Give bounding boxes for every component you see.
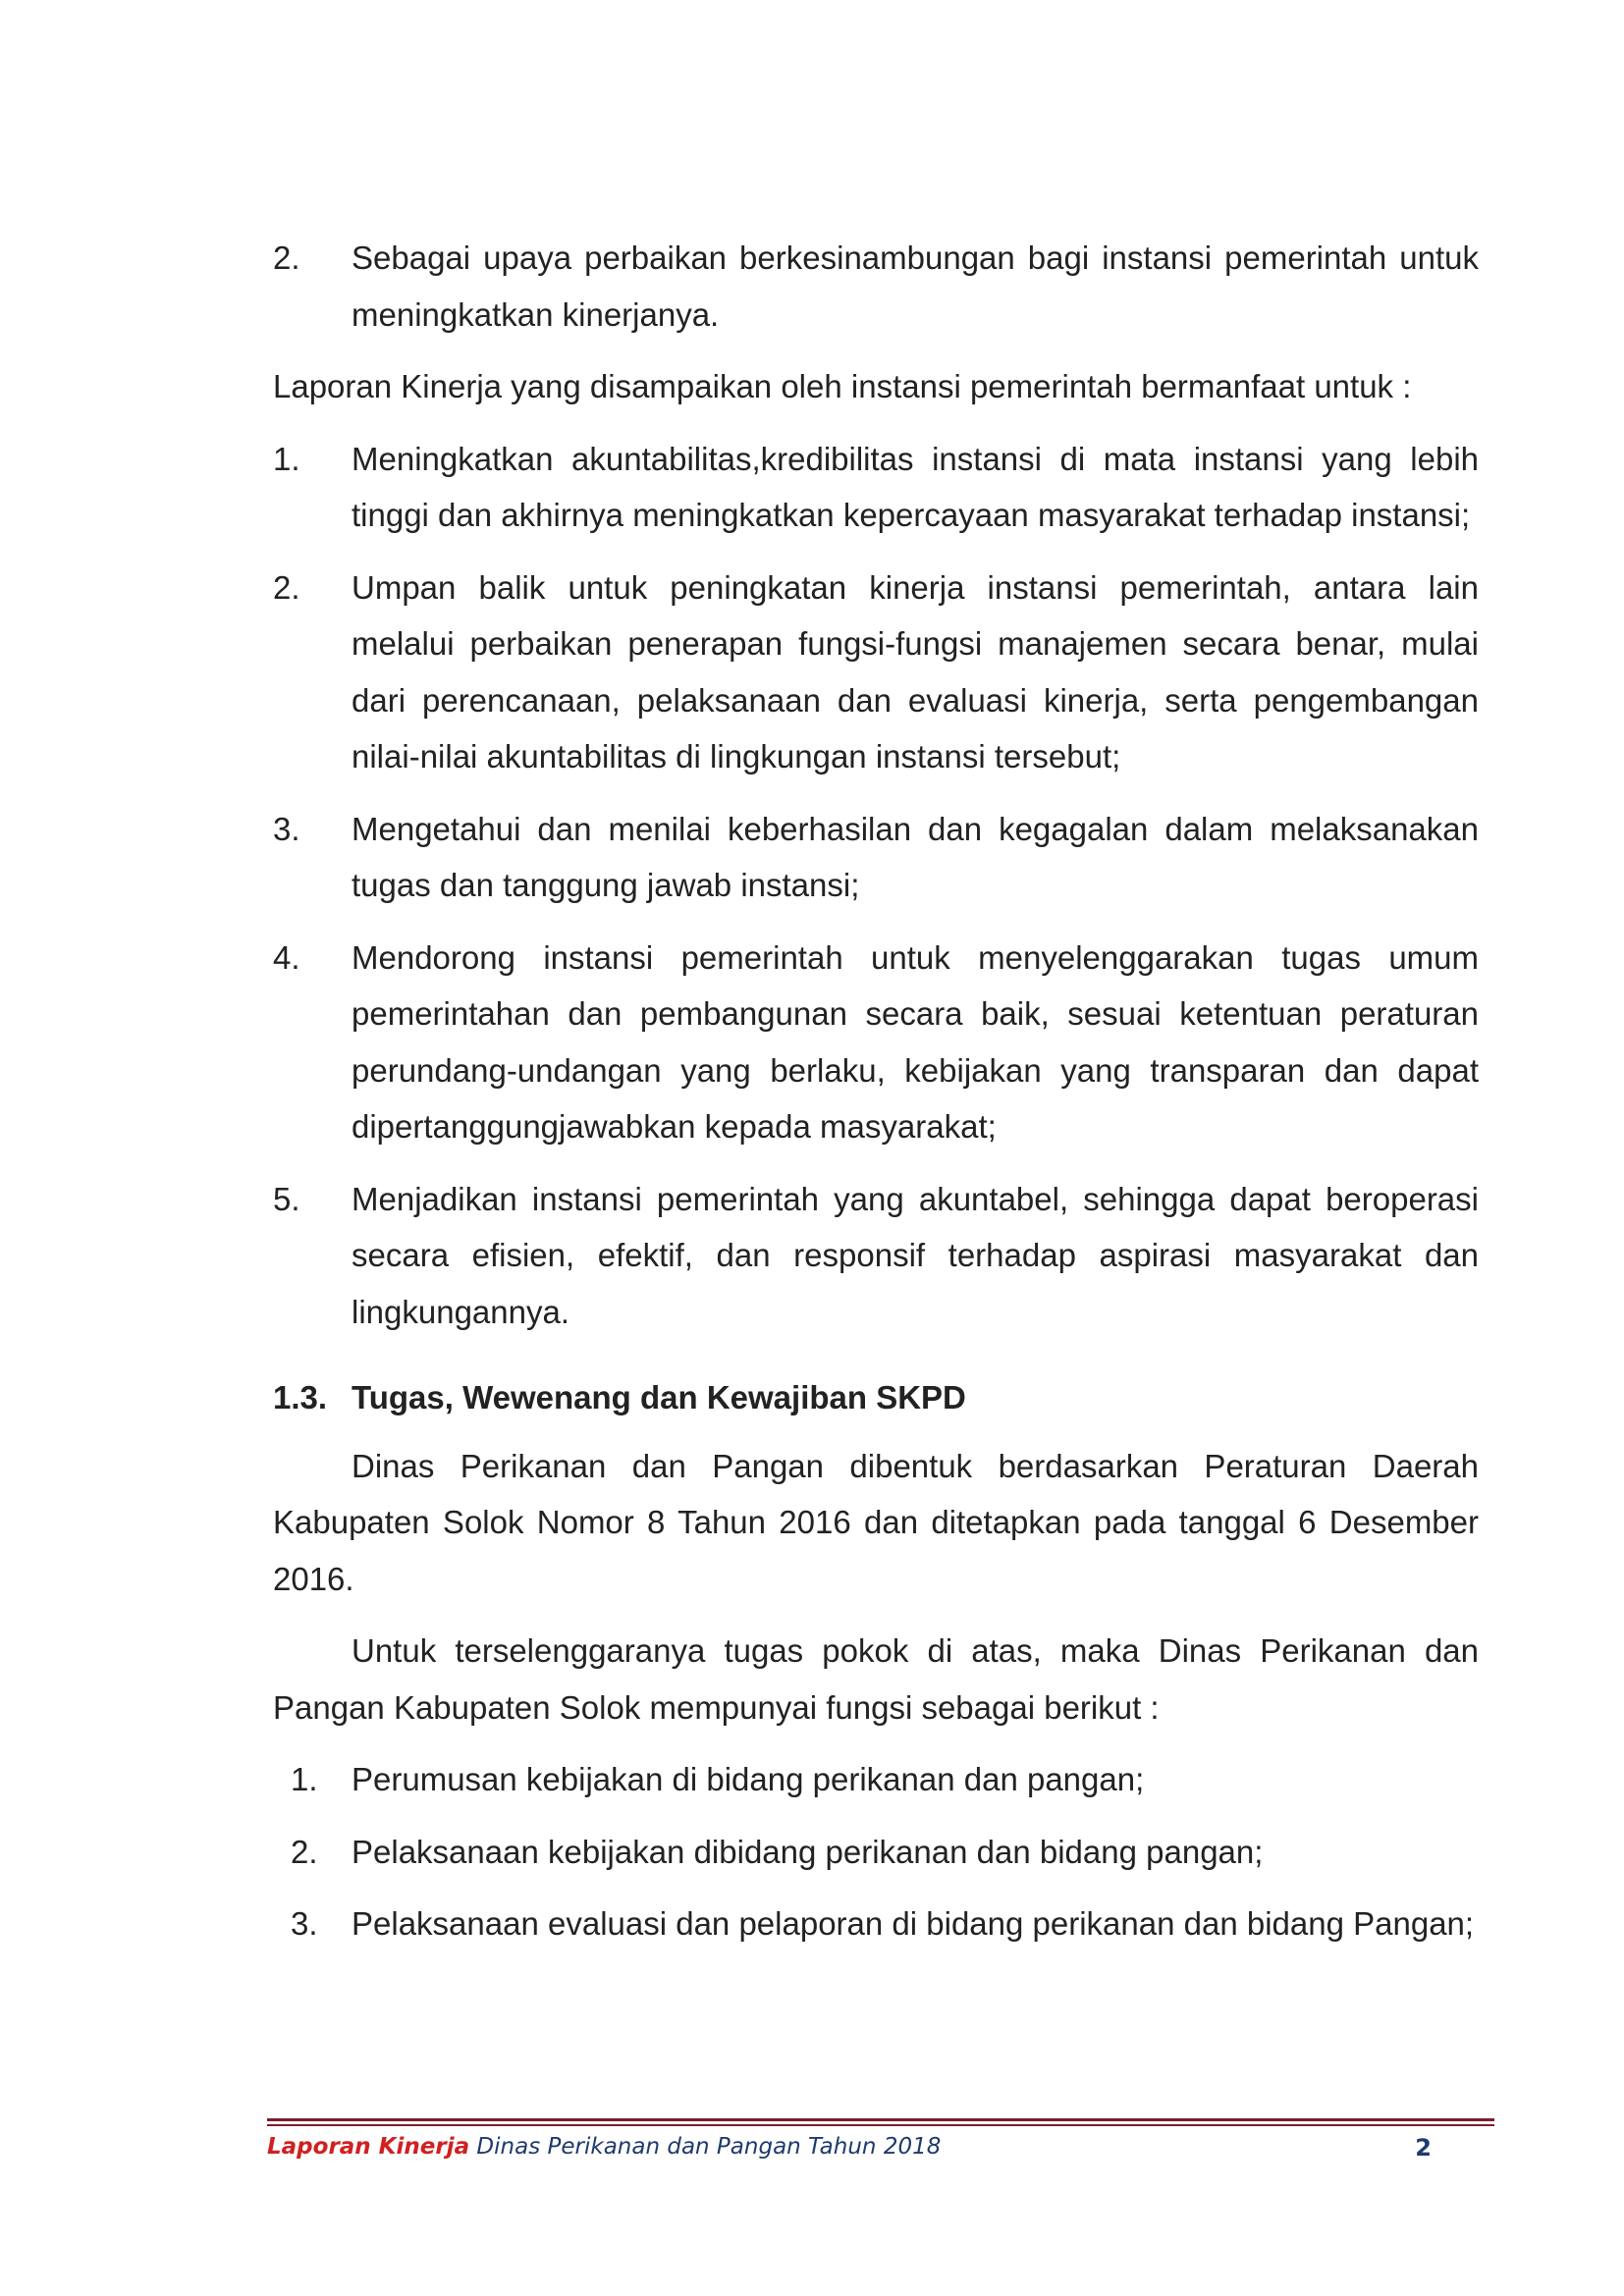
footer-rule — [267, 2118, 1494, 2121]
list-item — [273, 1824, 1479, 1881]
list-number: 2. — [291, 1833, 318, 1870]
list-item — [273, 930, 1479, 1155]
footer-rule — [267, 2124, 1494, 2126]
intro-paragraph: Laporan Kinerja yang disampaikan oleh instansi pemerintah bermanfaat untuk : — [273, 368, 1412, 404]
list-text: Pelaksanaan evaluasi dan pelaporan di bidang perikanan dan bidang Pangan; — [352, 1905, 1475, 1942]
list-item — [273, 801, 1479, 914]
section-heading — [273, 1369, 1479, 1426]
list-text: Mendorong instansi pemerintah untuk menyelenggarakan tugas umum pemerintahan dan pembangunan secara baik, sesuai ketentuan peraturan perundang-undangan yang berlaku, kebijakan yang transparan dan dapat dipertanggungjawabkan kepada masyarakat; — [352, 938, 1479, 1145]
list-number: 1. — [273, 440, 300, 477]
list-text: Perumusan kebijakan di bidang perikanan dan pangan; — [352, 1761, 1145, 1797]
section-number: 1.3. — [273, 1379, 328, 1415]
footer-row — [267, 2134, 1494, 2173]
footer-title: Dinas Perikanan dan Pangan Tahun 2018 — [469, 2134, 942, 2160]
list-number: 2. — [273, 568, 300, 606]
list-number: 1. — [291, 1761, 318, 1797]
list-item — [273, 1751, 1479, 1808]
list-item — [273, 431, 1479, 544]
list-text: Sebagai upaya perbaikan berkesinambungan bagi instansi pemerintah untuk meningkatkan kinerjanya. — [352, 240, 1479, 333]
list-item — [273, 1896, 1479, 1952]
page-content — [273, 230, 1479, 1952]
page-footer — [267, 2118, 1494, 2173]
list-number: 3. — [273, 810, 300, 847]
list-item — [273, 230, 1479, 343]
list-item — [273, 1171, 1479, 1341]
list-number: 4. — [273, 938, 300, 976]
list-number: 5. — [273, 1180, 300, 1217]
footer-title-red: Laporan Kinerja — [267, 2134, 470, 2160]
list-number: 3. — [291, 1905, 318, 1942]
list-text: Meningkatkan akuntabilitas,kredibilitas instansi di mata instansi yang lebih tinggi dan akhirnya meningkatkan kepercayaan masyarakat terhadap instansi; — [352, 440, 1479, 533]
list-item — [273, 560, 1479, 785]
list-text: Menjadikan instansi pemerintah yang akuntabel, sehingga dapat beroperasi secara efisien, efektif, dan responsif terhadap aspirasi masyarakat dan lingkungannya. — [352, 1180, 1479, 1330]
paragraph: Dinas Perikanan dan Pangan dibentuk berdasarkan Peraturan Daerah Kabupaten Solok Nomor 8 Tahun 2016 dan ditetapkan pada tanggal 6 Desember 2016. — [273, 1447, 1479, 1597]
list-number: 2. — [273, 240, 300, 276]
page-number: 2 — [1415, 2134, 1432, 2162]
list-text: Umpan balik untuk peningkatan kinerja instansi pemerintah, antara lain melalui perbaikan penerapan fungsi-fungsi manajemen secara benar, mulai dari perencanaan, pelaksanaan dan evaluasi kinerja, serta pengembangan nilai-nilai akuntabilitas di lingkungan instansi tersebut; — [352, 568, 1479, 774]
paragraph: Untuk terselenggaranya tugas pokok di atas, maka Dinas Perikanan dan Pangan Kabupaten Solok mempunyai fungsi sebagai berikut : — [273, 1632, 1479, 1726]
list-text: Pelaksanaan kebijakan dibidang perikanan dan bidang pangan; — [352, 1833, 1264, 1870]
section-title: Tugas, Wewenang dan Kewajiban SKPD — [352, 1379, 966, 1415]
list-text: Mengetahui dan menilai keberhasilan dan kegagalan dalam melaksanakan tugas dan tanggung jawab instansi; — [352, 810, 1479, 903]
